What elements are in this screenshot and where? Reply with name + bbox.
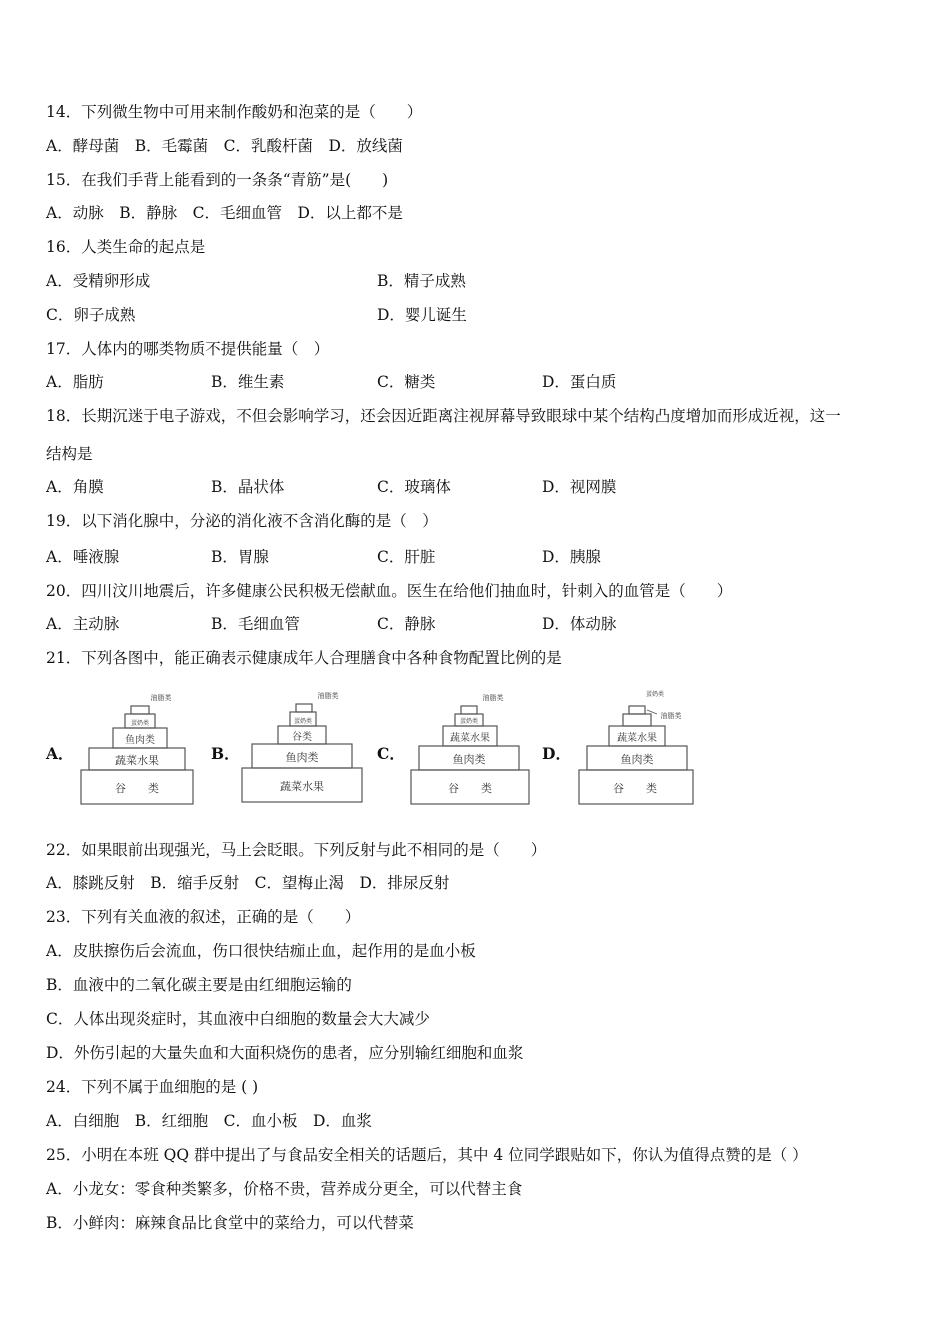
q16-option-c: C．卵子成熟 <box>46 306 136 324</box>
q19-option-a: A．唾液腺 <box>46 548 120 566</box>
pyramid-c-tier-0: 谷 类 <box>448 782 492 795</box>
pyramid-b-tier-4: 油脂类 <box>317 692 339 700</box>
q21-label-d: D． <box>542 744 571 763</box>
q21-stem: 21．下列各图中，能正确表示健康成年人合理膳食中各种食物配置比例的是 <box>46 649 562 667</box>
q17-option-b: B．维生素 <box>211 373 285 391</box>
q16-option-d: D．婴儿诞生 <box>377 306 467 324</box>
pyramid-c-tier-2: 蔬菜水果 <box>450 733 490 744</box>
pyramid-a <box>75 688 200 808</box>
q20-option-b: B．毛细血管 <box>211 615 300 633</box>
q24-stem: 24．下列不属于血细胞的是 ( ) <box>46 1078 259 1096</box>
q18-option-d: D．视网膜 <box>542 478 617 496</box>
pyramid-c-tier-3: 蛋奶类 <box>459 718 479 725</box>
q23-option-d: D．外伤引起的大量失血和大面积烧伤的患者，应分别输红细胞和血浆 <box>46 1044 524 1062</box>
q25-option-b: B．小鲜肉：麻辣食品比食堂中的菜给力，可以代替菜 <box>46 1214 414 1232</box>
q14-stem: 14．下列微生物中可用来制作酸奶和泡菜的是（ ） <box>46 103 423 121</box>
pyramid-a-tier-1: 蔬菜水果 <box>115 754 159 767</box>
q21-label-b: B． <box>211 744 240 763</box>
pyramid-c-tier-1: 鱼肉类 <box>452 753 486 766</box>
pyramid-a-tier-3: 蛋奶类 <box>130 720 150 727</box>
pyramid-d-tier-4: 油脂类 <box>660 712 682 720</box>
q20-stem: 20．四川汶川地震后，许多健康公民积极无偿献血。医生在给他们抽血时，针刺入的血管是（ ） <box>46 582 733 600</box>
pyramid-d-tier-1: 鱼肉类 <box>620 753 654 766</box>
pyramid-c-tier-4: 油脂类 <box>482 694 504 702</box>
q15-stem: 15．在我们手背上能看到的一条条“青筋”是( ) <box>46 171 389 189</box>
q25-stem: 25．小明在本班 QQ 群中提出了与食品安全相关的话题后，其中 4 位同学跟贴如下，你认为值得点赞的是（ ） <box>46 1146 808 1164</box>
pyramid-b-tier-2: 谷类 <box>292 732 312 743</box>
q21-label-c: C． <box>377 744 405 763</box>
q18-option-c: C．玻璃体 <box>377 478 451 496</box>
q17-option-c: C．糖类 <box>377 373 436 391</box>
q18-stem-line2: 结构是 <box>46 445 93 463</box>
q16-stem: 16．人类生命的起点是 <box>46 238 206 256</box>
q17-option-a: A．脂肪 <box>46 373 104 391</box>
q16-option-a: A．受精卵形成 <box>46 272 151 290</box>
q19-stem: 19．以下消化腺中，分泌的消化液不含消化酶的是（ ） <box>46 512 438 530</box>
q18-stem-line1: 18．长期沉迷于电子游戏，不但会影响学习，还会因近距离注视屏幕导致眼球中某个结构凸度增加而形成近视，这一 <box>46 407 841 425</box>
q18-option-a: A．角膜 <box>46 478 104 496</box>
pyramid-a-tier-0: 谷 类 <box>115 782 159 795</box>
pyramid-b-tier-1: 鱼肉类 <box>285 751 319 764</box>
q17-stem: 17．人体内的哪类物质不提供能量（ ） <box>46 340 330 358</box>
pyramid-d-tier-0: 谷 类 <box>613 782 657 795</box>
pyramid-b-tier-0: 蔬菜水果 <box>280 780 324 793</box>
q19-option-c: C．肝脏 <box>377 548 436 566</box>
pyramid-c <box>405 686 533 808</box>
q19-option-d: D．胰腺 <box>542 548 601 566</box>
q21-label-a: A． <box>46 744 74 763</box>
q17-option-d: D．蛋白质 <box>542 373 617 391</box>
q15-options: A．动脉 B．静脉 C．毛细血管 D．以上都不是 <box>46 204 403 222</box>
pyramid-b-tier-3: 蛋奶类 <box>293 718 313 725</box>
q20-option-c: C．静脉 <box>377 615 436 633</box>
pyramid-b <box>238 684 366 806</box>
q18-option-b: B．晶状体 <box>211 478 285 496</box>
q23-option-b: B．血液中的二氧化碳主要是由红细胞运输的 <box>46 976 352 994</box>
q20-option-d: D．体动脉 <box>542 615 617 633</box>
q19-option-b: B．胃腺 <box>211 548 269 566</box>
pyramid-d-tier-2: 蔬菜水果 <box>617 733 657 744</box>
q23-option-a: A．皮肤擦伤后会流血，伤口很快结痂止血，起作用的是血小板 <box>46 942 476 960</box>
q23-option-c: C．人体出现炎症时，其血液中白细胞的数量会大大减少 <box>46 1010 430 1028</box>
pyramid-a-tier-4: 油脂类 <box>150 694 172 702</box>
q25-option-a: A．小龙女：零食种类繁多，价格不贵，营养成分更全，可以代替主食 <box>46 1180 523 1198</box>
pyramid-d-tier-3: 蛋奶类 <box>645 691 665 698</box>
pyramid-d <box>573 686 699 808</box>
q23-stem: 23．下列有关血液的叙述，正确的是（ ） <box>46 908 361 926</box>
q24-options: A．白细胞 B．红细胞 C．血小板 D．血浆 <box>46 1112 372 1130</box>
q16-option-b: B．精子成熟 <box>377 272 466 290</box>
q14-options: A．酵母菌 B．毛霉菌 C．乳酸杆菌 D．放线菌 <box>46 137 403 155</box>
q22-options: A．膝跳反射 B．缩手反射 C．望梅止渴 D．排尿反射 <box>46 874 450 892</box>
q22-stem: 22．如果眼前出现强光，马上会眨眼。下列反射与此不相同的是（ ） <box>46 841 547 859</box>
pyramid-a-tier-2: 鱼肉类 <box>125 735 155 746</box>
q20-option-a: A．主动脉 <box>46 615 120 633</box>
